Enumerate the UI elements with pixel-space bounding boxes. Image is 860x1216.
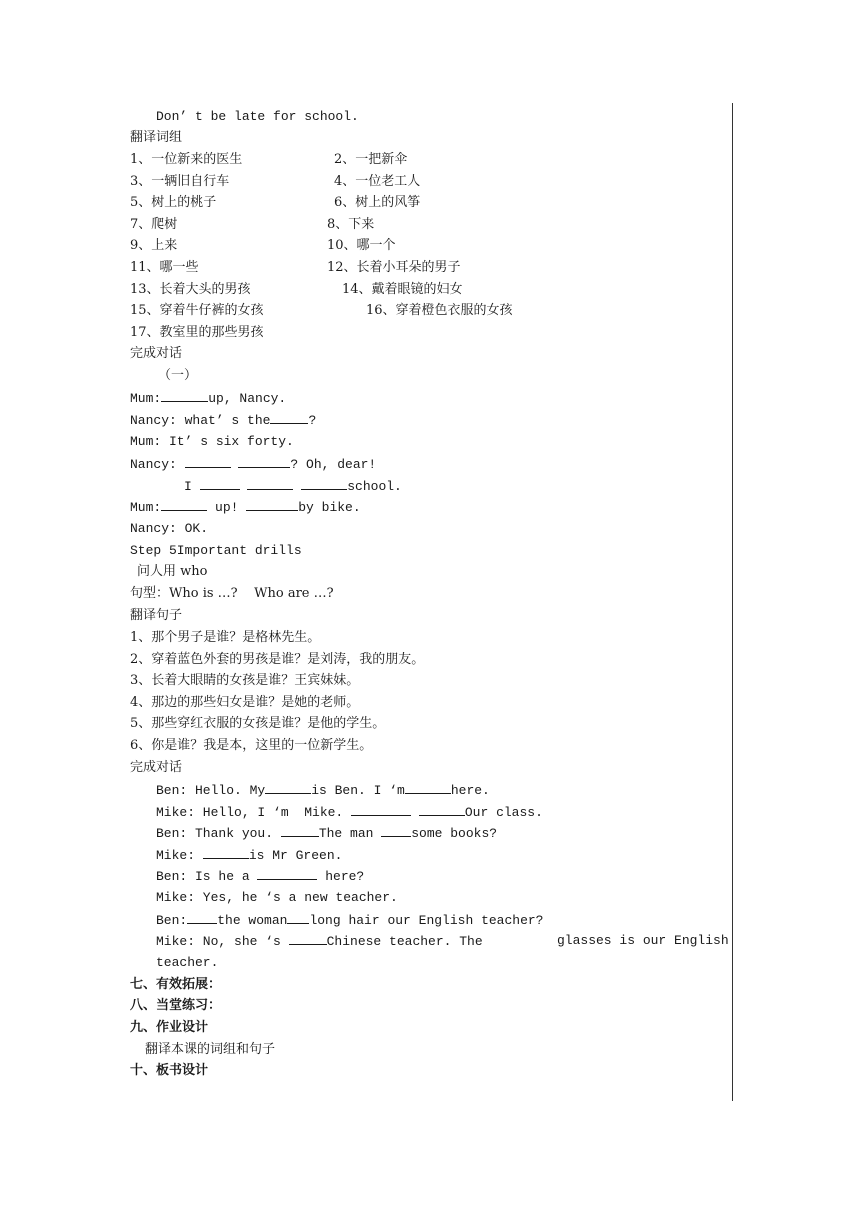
answer-blank[interactable] <box>257 866 317 880</box>
dialog2-line: Mike: No, she ‘s Chinese teacher. The <box>156 931 483 952</box>
dialog1-line: Nancy: ? Oh, dear! <box>130 454 376 475</box>
answer-blank[interactable] <box>161 497 207 511</box>
phrase-item: 15、穿着牛仔裤的女孩 <box>130 303 264 319</box>
sentence-item: 4、那边的那些妇女是谁？是她的老师。 <box>130 694 360 710</box>
dialog1-heading: 完成对话 <box>130 346 183 361</box>
answer-blank[interactable] <box>270 410 308 424</box>
phrase-item: 16、穿着橙色衣服的女孩 <box>366 303 513 319</box>
answer-blank[interactable] <box>281 823 319 837</box>
answer-blank[interactable] <box>200 476 240 490</box>
answer-blank[interactable] <box>203 845 249 859</box>
answer-blank[interactable] <box>247 476 293 490</box>
dialog1-line: Mum: up! by bike. <box>130 497 361 518</box>
phrase-item: 13、长着大头的男孩 <box>130 281 251 297</box>
answer-blank[interactable] <box>405 780 451 794</box>
answer-blank[interactable] <box>185 454 231 468</box>
phrase-item: 12、长着小耳朵的男子 <box>327 260 461 275</box>
answer-blank[interactable] <box>287 910 309 924</box>
sentence-item: 1、那个男子是谁？是格林先生。 <box>130 630 321 645</box>
section-8-heading: 八、当堂练习： <box>130 998 222 1013</box>
answer-blank[interactable] <box>246 497 298 511</box>
dialog2-line: Ben: the woman long hair our English teacher? <box>156 910 543 931</box>
phrase-item: 10、哪一个 <box>327 238 396 254</box>
table-border-line <box>732 103 733 1101</box>
dialog1-line: I school. <box>184 476 402 497</box>
dialog1-line: Mum: It’ s six forty. <box>130 434 294 449</box>
intro-sentence: Don’ t be late for school. <box>156 109 359 124</box>
sentence-item: 2、穿着蓝色外套的男孩是谁？是刘涛，我的朋友。 <box>130 651 425 667</box>
phrase-item: 17、教室里的那些男孩 <box>130 324 264 340</box>
sentence-item: 5、那些穿红衣服的女孩是谁？是他的学生。 <box>130 716 386 732</box>
step5-heading: Step 5Important drills <box>130 543 302 558</box>
dialog2-line-tail: glasses is our English <box>557 933 729 948</box>
answer-blank[interactable] <box>187 910 217 924</box>
answer-blank[interactable] <box>301 476 347 490</box>
phrase-item: 2、一把新伞 <box>334 152 408 167</box>
dialog2-line: Ben: Is he a here? <box>156 866 364 887</box>
dialog2-line: Mike: Yes, he ‘s a new teacher. <box>156 890 398 905</box>
section-7-heading: 七、有效拓展： <box>130 977 222 992</box>
dialog1-subheading: （一） <box>158 368 198 383</box>
answer-blank[interactable] <box>161 388 208 402</box>
phrase-item: 14、戴着眼镜的妇女 <box>342 281 463 297</box>
homework-text: 翻译本课的词组和句子 <box>145 1042 276 1057</box>
phrase-item: 8、下来 <box>327 216 375 232</box>
phrase-item: 4、一位老工人 <box>334 173 421 189</box>
answer-blank[interactable] <box>419 802 465 816</box>
answer-blank[interactable] <box>265 780 311 794</box>
section-10-heading: 十、板书设计 <box>130 1063 209 1078</box>
phrase-item: 6、树上的风筝 <box>334 195 421 211</box>
phrase-item: 7、爬树 <box>130 216 178 232</box>
phrase-item: 3、一辆旧自行车 <box>130 173 230 189</box>
phrase-item: 5、树上的桃子 <box>130 195 217 211</box>
dialog1-line: Nancy: OK. <box>130 521 209 536</box>
section-9-heading: 九、作业设计 <box>130 1020 209 1035</box>
answer-blank[interactable] <box>351 802 411 816</box>
answer-blank[interactable] <box>238 454 290 468</box>
answer-blank[interactable] <box>381 823 411 837</box>
phrase-item: 11、哪一些 <box>130 260 199 275</box>
dialog1-line: Nancy: what’ s the ? <box>130 410 316 431</box>
dialog2-line: Mike: Hello, I ‘m Mike. Our class. <box>156 802 543 823</box>
phrases-heading: 翻译词组 <box>130 130 183 145</box>
answer-blank[interactable] <box>289 931 327 945</box>
dialog2-line: Ben: Hello. My is Ben. I ‘m here. <box>156 780 490 801</box>
sentence-item: 3、长着大眼睛的女孩是谁？王宾妹妹。 <box>130 673 360 689</box>
sentence-pattern: 句型：Who is …? Who are …? <box>130 586 334 601</box>
dialog2-heading: 完成对话 <box>130 760 183 775</box>
dialog2-line: teacher. <box>156 955 219 970</box>
who-heading: 问人用 who <box>137 564 208 579</box>
dialog2-line: Ben: Thank you. The man some books? <box>156 823 497 844</box>
sentences-heading: 翻译句子 <box>130 608 183 623</box>
dialog1-line: Mum: up, Nancy. <box>130 388 286 409</box>
phrase-item: 1、一位新来的医生 <box>130 152 243 167</box>
dialog2-line: Mike: is Mr Green. <box>156 845 342 866</box>
sentence-item: 6、你是谁？我是本，这里的一位新学生。 <box>130 738 373 753</box>
phrase-item: 9、上来 <box>130 238 178 254</box>
